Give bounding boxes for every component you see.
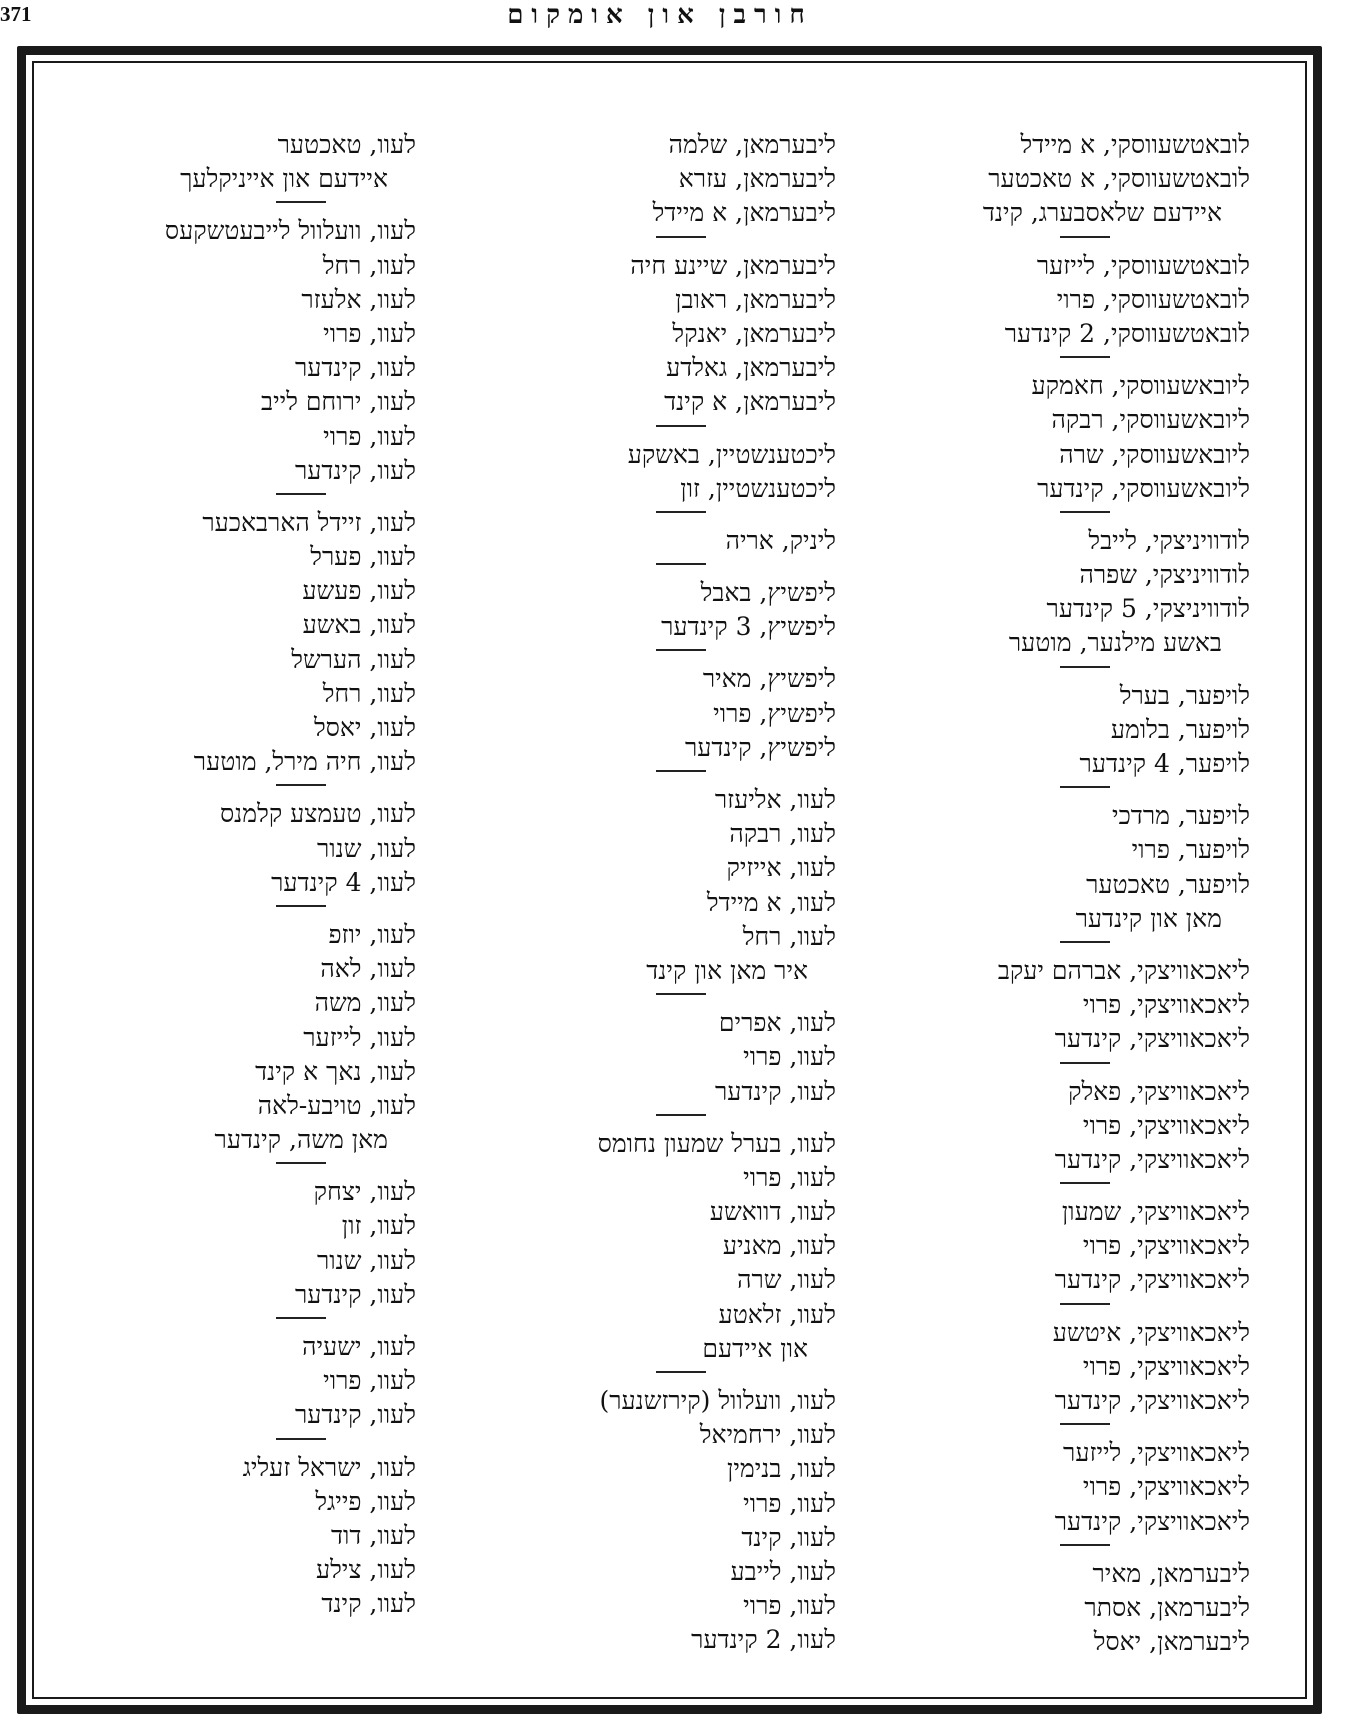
name-entry: לויפער, טאכטער: [1086, 869, 1250, 899]
name-entry: מאן און קינדער: [1075, 903, 1222, 933]
name-entry: ליאכאוויצקי, פאלק: [1068, 1076, 1250, 1106]
name-entry: לויפער, 4 קינדער: [1079, 749, 1250, 778]
column-right: [860, 128, 1250, 1659]
name-entry: לעוו, פערל: [310, 542, 416, 572]
name-entry: ליפשיץ, 3 קינדער: [661, 612, 836, 642]
name-entry: ליאכאוויצקי, פרוי: [1082, 1110, 1250, 1140]
name-entry: לעוו, פרוי: [743, 1488, 836, 1518]
entry-separator: [860, 231, 1250, 249]
name-entry: לעוו, יאסל: [313, 713, 416, 742]
name-entry: לעוו, פייגל: [315, 1486, 416, 1516]
entry-separator: [90, 1312, 416, 1330]
name-entry: ליובאשעווסקי, רבקה: [1051, 405, 1250, 435]
name-entry: לעוו, דוואשע: [709, 1197, 836, 1227]
name-entry: ליכטענשטיין, באשקע: [627, 439, 836, 469]
name-entry: לעוו, טעמצע קלמנס: [219, 799, 416, 829]
name-entry: לעוו, הערשל: [291, 644, 416, 674]
entry-separator: [470, 231, 836, 249]
name-entry: לובאטשעווסקי, פרוי: [1056, 284, 1250, 314]
name-entry: ליובאשעווסקי, חאמקע: [1031, 371, 1250, 401]
column-middle: [470, 128, 836, 1658]
name-entry: ליניק, אריה: [725, 525, 836, 555]
name-entry: לעוו, ירוחם לייב: [261, 387, 416, 417]
name-entry: ליבערמאן, ראובן: [675, 284, 836, 314]
name-entry: ליאכאוויצקי, פרוי: [1082, 1351, 1250, 1381]
column-left: [90, 128, 416, 1622]
name-entry: לעוו, רחל: [322, 678, 416, 708]
name-entry: ליבערמאן, עזרא: [678, 164, 836, 194]
entry-separator: [470, 988, 836, 1006]
entry-separator: [470, 420, 836, 438]
entry-separator: [860, 1298, 1250, 1316]
name-entry: ליפשיץ, פרוי: [713, 698, 836, 728]
name-entry: לויפער, פרוי: [1131, 835, 1250, 865]
name-entry: לעוו, קינדער: [714, 1076, 836, 1106]
name-entry: ליאכאוויצקי, קינדער: [1054, 1506, 1250, 1536]
name-entry: לודוויניצקי, לייבל: [1088, 525, 1250, 555]
name-entry: לעוו, פרוי: [743, 1162, 836, 1192]
entry-separator: [860, 1539, 1250, 1557]
name-entry: לעוו, שנור: [316, 1245, 416, 1275]
name-entry: ליבערמאן, שלמה: [668, 130, 836, 159]
name-entry: לעוו, פרוי: [743, 1591, 836, 1621]
entry-separator: [860, 351, 1250, 369]
name-entry: ליאכאוויצקי, לייזער: [1063, 1438, 1250, 1468]
name-entry: לעוו, נאך א קינד: [255, 1056, 416, 1086]
name-entry: ליבערמאן, יאסל: [1093, 1627, 1250, 1657]
entry-separator: [470, 1366, 836, 1384]
name-entry: ליאכאוויצקי, פרוי: [1082, 990, 1250, 1020]
entry-separator: [860, 781, 1250, 799]
entry-separator: [860, 661, 1250, 679]
name-entry: לעוו, וועלוול (קירזשנער): [599, 1386, 836, 1415]
name-entry: ליפשיץ, באבל: [700, 578, 836, 608]
name-entry: לודוויניצקי, שפרה: [1079, 560, 1250, 590]
name-entry: לעוו, חיה מירל, מוטער: [193, 747, 416, 777]
name-entry: ליובאשעווסקי, שרה: [1059, 439, 1250, 469]
name-entry: לעוו, אייזיק: [726, 853, 836, 883]
entry-separator: [90, 900, 416, 918]
name-entry: לעוו, פעשע: [302, 576, 416, 606]
name-entry: לעוו, רחל: [322, 250, 416, 280]
name-entry: לעוו, וועלוול לייבעטשקעס: [164, 216, 416, 246]
name-entry: ליבערמאן, א קינד: [664, 387, 836, 417]
name-entry: לעוו, בערל שמעון נחומס: [597, 1128, 836, 1158]
entry-separator: [470, 644, 836, 662]
name-entry: לעוו, פרוי: [323, 421, 416, 451]
name-entry: לודוויניצקי, 5 קינדער: [1046, 594, 1250, 624]
name-entry: ליפשיץ, קינדער: [684, 732, 836, 762]
entry-separator: [90, 488, 416, 506]
name-entry: באשע מילנער, מוטער: [1008, 628, 1222, 658]
entry-separator: [90, 779, 416, 797]
name-entry: ליאכאוויצקי, אברהם יעקב: [997, 955, 1250, 985]
name-entry: ליאכאוויצקי, שמעון: [1061, 1197, 1250, 1227]
name-entry: לעוו, צילע: [315, 1555, 416, 1585]
name-entry: ליאכאוויצקי, קינדער: [1054, 1024, 1250, 1054]
name-entry: לעוו, יצחק: [313, 1177, 416, 1207]
name-entry: לעוו, פרוי: [323, 318, 416, 348]
name-entry: לובאטשעווסקי, א מיידל: [1020, 130, 1250, 159]
name-entry: לובאטשעווסקי, לייזער: [1036, 250, 1250, 280]
name-entry: ליאכאוויצקי, איטשע: [1052, 1317, 1250, 1347]
name-entry: לעוו, דוד: [331, 1520, 416, 1550]
name-entry: לעוו, זלאטע: [718, 1299, 836, 1329]
name-entry: לעוו, 2 קינדער: [691, 1625, 836, 1655]
name-entry: לעוו, אליעזר: [714, 785, 836, 814]
name-entry: לעוו, זון: [341, 1211, 416, 1241]
name-entry: ליאכאוויצקי, פרוי: [1082, 1472, 1250, 1502]
name-entry: ליאכאוויצקי, קינדער: [1054, 1265, 1250, 1295]
name-entry: לעוו, רחל: [742, 921, 836, 951]
name-entry: לעוו, טאכטער: [277, 130, 416, 159]
name-entry: ליפשיץ, מאיר: [702, 664, 836, 694]
name-entry: לעוו, ישעיה: [302, 1332, 416, 1361]
name-entry: לעוו, באשע: [302, 610, 416, 640]
name-entry: לעוו, פרוי: [743, 1042, 836, 1072]
name-entry: לובאטשעווסקי, א טאכטער: [988, 164, 1250, 194]
name-entry: לעוו, לייזער: [303, 1022, 416, 1052]
name-entry: לעוו, קינדער: [294, 1400, 416, 1430]
entry-separator: [860, 1057, 1250, 1075]
name-entry: לעוו, פרוי: [323, 1366, 416, 1396]
running-head: חורבן און אומקום: [507, 0, 813, 30]
name-entry: לעוו, אלעזר: [301, 284, 416, 314]
entry-separator: [860, 1177, 1250, 1195]
page-number: 371: [0, 2, 32, 26]
name-entry: איר מאן און קינד: [646, 955, 808, 985]
name-entry: ליאכאוויצקי, קינדער: [1054, 1386, 1250, 1415]
entry-separator: [90, 1157, 416, 1175]
name-entry: איידעם שלאסבערג, קינד: [982, 198, 1222, 228]
entry-separator: [470, 1109, 836, 1127]
entry-separator: [470, 506, 836, 524]
name-entry: און איידעם: [702, 1333, 808, 1363]
name-entry: ליבערמאן, שיינע חיה: [630, 250, 836, 280]
entry-separator: [90, 196, 416, 214]
name-entry: ליבערמאן, מאיר: [1092, 1558, 1250, 1588]
entry-separator: [860, 936, 1250, 954]
name-entry: לעוו, זיידל הארבאכער: [202, 507, 416, 537]
name-entry: לעוו, שרה: [737, 1265, 836, 1295]
name-entry: לעוו, רבקה: [729, 819, 836, 849]
name-entry: ליבערמאן, אסתר: [1084, 1592, 1250, 1622]
name-entry: לעוו, שנור: [316, 833, 416, 863]
name-entry: לעוו, קינד: [321, 1589, 416, 1619]
name-entry: לעוו, קינדער: [294, 353, 416, 383]
name-entry: איידעם און אייניקלעך: [180, 164, 388, 194]
name-entry: ליאכאוויצקי, קינדער: [1054, 1144, 1250, 1174]
name-entry: ליבערמאן, א מיידל: [652, 198, 836, 228]
name-entry: לעוו, בנימין: [726, 1454, 836, 1484]
name-entry: לעוו, לייבע: [730, 1556, 836, 1586]
name-entry: ליובאשעווסקי, קינדער: [1037, 473, 1250, 503]
name-entry: לויפער, בלומע: [1110, 714, 1250, 744]
name-entry: ליבערמאן, גאלדע: [666, 353, 836, 383]
name-entry: לעוו, 4 קינדער: [271, 867, 416, 897]
name-entry: לעוו, משה: [314, 988, 416, 1018]
name-entry: ליבערמאן, יאנקל: [672, 318, 836, 348]
entry-separator: [470, 765, 836, 783]
name-entry: לעוו, יוזפ: [328, 919, 416, 949]
name-entry: לעוו, קינדער: [294, 1279, 416, 1309]
name-entry: לעוו, קינדער: [294, 455, 416, 485]
name-entry: לובאטשעווסקי, 2 קינדער: [1004, 318, 1250, 348]
name-entry: ליאכאוויצקי, פרוי: [1082, 1231, 1250, 1261]
entry-separator: [470, 558, 836, 576]
entry-separator: [90, 1433, 416, 1451]
name-entry: לעוו, אפרים: [718, 1008, 836, 1038]
name-entry: לעוו, ירחמיאל: [699, 1420, 836, 1450]
entry-separator: [860, 506, 1250, 524]
name-entry: לעוו, טויבע-לאה: [257, 1090, 416, 1120]
name-entry: מאן משה, קינדער: [214, 1125, 388, 1155]
name-entry: לעוו, ישראל זעליג: [242, 1452, 416, 1482]
name-entry: לעוו, לאה: [320, 954, 416, 984]
name-entry: ליכטענשטיין, זון: [680, 473, 836, 503]
name-entry: לעוו, קינד: [741, 1522, 836, 1552]
name-entry: לויפער, מרדכי: [1112, 801, 1250, 831]
name-entry: לעוו, א מיידל: [706, 887, 836, 917]
name-entry: לעוו, מאניע: [722, 1231, 836, 1261]
entry-separator: [860, 1418, 1250, 1436]
name-entry: לויפער, בערל: [1119, 680, 1250, 710]
